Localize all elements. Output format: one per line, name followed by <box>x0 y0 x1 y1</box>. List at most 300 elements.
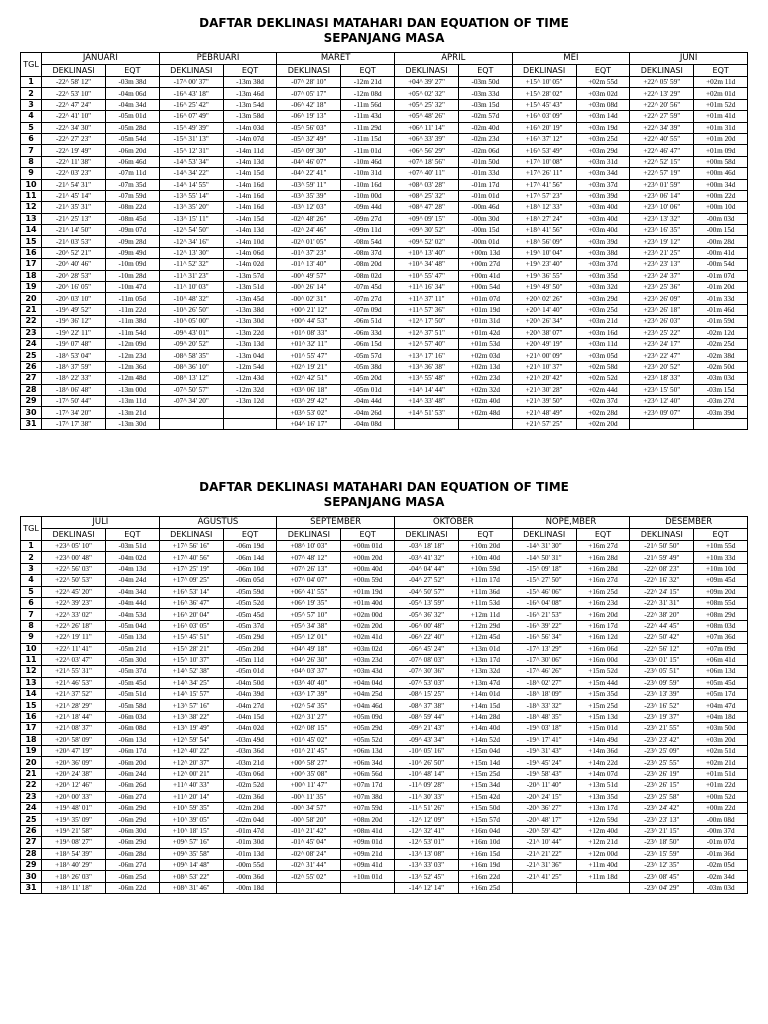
eqt-cell: +01m 52d <box>694 99 748 110</box>
declination-cell: -11^ 30' 33" <box>394 791 458 802</box>
month-header: SEPTEMBER <box>277 517 395 529</box>
eqt-cell: +02m 11d <box>694 77 748 88</box>
declination-cell: +04^ 03' 37" <box>277 666 341 677</box>
eqt-cell: -02m 04d <box>223 814 277 825</box>
declination-cell: +11^ 16' 34" <box>394 282 458 293</box>
declination-cell: +20^ 26' 34" <box>512 316 576 327</box>
section-title <box>0 480 768 510</box>
eqt-cell: +05m 45d <box>694 677 748 688</box>
table-row <box>21 814 748 825</box>
day-number: 19 <box>21 746 42 757</box>
table-row <box>21 168 748 179</box>
eqt-cell: +02m 44d <box>576 384 630 395</box>
day-number: 19 <box>21 282 42 293</box>
eqt-cell: +03m 31d <box>576 156 630 167</box>
eqt-cell: +03m 02d <box>576 88 630 99</box>
eqt-cell: +16m 25d <box>576 586 630 597</box>
declination-cell: -11^ 10' 03" <box>159 282 223 293</box>
eqt-cell: +03m 39d <box>576 236 630 247</box>
declination-cell: +17^ 10' 08" <box>512 156 576 167</box>
eqt-cell: +02m 03d <box>459 350 513 361</box>
eqt-cell: -05m 11d <box>223 654 277 665</box>
eqt-cell: +07m 38d <box>341 791 395 802</box>
day-number: 6 <box>21 597 42 608</box>
eqt-cell: -02m 40d <box>459 122 513 133</box>
declination-cell: -23^ 24' 42" <box>630 802 694 813</box>
eqt-cell: +14m 49d <box>576 734 630 745</box>
declination-cell: +22^ 26' 18" <box>42 620 106 631</box>
eqt-cell: +00m 13d <box>459 247 513 258</box>
eqt-cell: -06m 27d <box>106 791 160 802</box>
eqt-cell: +09m 41d <box>341 859 395 870</box>
eqt-cell: +16m 06d <box>576 643 630 654</box>
declination-cell: +19^ 35' 09" <box>42 814 106 825</box>
declination-cell: -23^ 08' 45" <box>630 871 694 882</box>
declination-cell: +16^ 03' 05" <box>159 620 223 631</box>
eqt-cell: -01m 59d <box>694 316 748 327</box>
eqt-cell: -14m 15d <box>223 213 277 224</box>
eqt-cell: +03m 05d <box>576 350 630 361</box>
declination-cell: -23^ 16' 52" <box>630 700 694 711</box>
declination-cell: +08^ 10' 03" <box>277 541 341 552</box>
declination-cell: -22^ 56' 12" <box>630 643 694 654</box>
eqt-cell: +16m 04d <box>459 825 513 836</box>
deklinasi-subheader: DEKLINASI <box>630 65 694 77</box>
eqt-cell: -12m 48d <box>106 373 160 384</box>
day-number: 24 <box>21 802 42 813</box>
day-number: 13 <box>21 213 42 224</box>
declination-cell: +23^ 12' 40" <box>630 395 694 406</box>
eqt-cell: +16m 15d <box>459 848 513 859</box>
eqt-cell: +01m 40d <box>341 597 395 608</box>
eqt-cell: +14m 01d <box>459 689 513 700</box>
declination-cell: +19^ 08' 27" <box>42 837 106 848</box>
day-number: 3 <box>21 99 42 110</box>
declination-cell: -13^ 35' 20" <box>159 202 223 213</box>
declination-cell: +17^ 40' 56" <box>159 552 223 563</box>
declination-cell: -21^ 03' 53" <box>42 236 106 247</box>
declination-cell: +21^ 08' 37" <box>42 723 106 734</box>
declination-cell: +15^ 28' 02" <box>512 88 576 99</box>
eqt-cell: -09m 11d <box>341 225 395 236</box>
eqt-cell: +03m 25d <box>576 304 630 315</box>
declination-cell: +02^ 31' 27" <box>277 711 341 722</box>
eqt-cell: -05m 21d <box>106 643 160 654</box>
eqt-cell <box>341 882 395 893</box>
day-number: 10 <box>21 179 42 190</box>
declination-cell: -08^ 59' 44" <box>394 711 458 722</box>
eqt-cell: -06m 51d <box>341 316 395 327</box>
eqt-cell: -06m 22d <box>106 882 160 893</box>
table-row <box>21 666 748 677</box>
eqt-cell: +02m 55d <box>576 77 630 88</box>
declination-cell: -22^ 03' 23" <box>42 168 106 179</box>
declination-cell: -04^ 04' 44" <box>394 563 458 574</box>
eqt-cell: -00m 18d <box>223 882 277 893</box>
eqt-cell: +00m 27d <box>459 259 513 270</box>
declination-cell: +19^ 10' 04" <box>512 247 576 258</box>
declination-cell: -02^ 01' 05" <box>277 236 341 247</box>
table-row <box>21 734 748 745</box>
declination-cell: +08^ 47' 28" <box>394 202 458 213</box>
eqt-cell: -06m 33d <box>341 327 395 338</box>
eqt-cell: -13m 04d <box>223 350 277 361</box>
eqt-cell: -02m 23d <box>459 133 513 144</box>
eqt-cell: +08m 03d <box>694 620 748 631</box>
eqt-cell: +02m 58d <box>576 361 630 372</box>
eqt-cell: +03m 19d <box>576 122 630 133</box>
declination-cell: -12^ 54' 50" <box>159 225 223 236</box>
eqt-cell: -06m 13d <box>106 734 160 745</box>
eqt-cell: -03m 39d <box>694 407 748 418</box>
eqt-cell: -02m 25d <box>694 338 748 349</box>
declination-cell: +17^ 57' 23" <box>512 190 576 201</box>
eqt-cell: +02m 40d <box>459 395 513 406</box>
declination-cell: -23^ 05' 51" <box>630 666 694 677</box>
eqt-cell: +15m 42d <box>459 791 513 802</box>
declination-cell <box>394 418 458 429</box>
eqt-cell: -05m 01d <box>341 384 395 395</box>
day-number: 20 <box>21 757 42 768</box>
eqt-subheader: EQT <box>459 65 513 77</box>
declination-cell: +22^ 33' 02" <box>42 609 106 620</box>
declination-cell: +23^ 06' 14" <box>630 190 694 201</box>
declination-cell: +08^ 03' 28" <box>394 179 458 190</box>
declination-cell: -02^ 31' 44" <box>277 859 341 870</box>
day-number: 26 <box>21 825 42 836</box>
declination-cell: -23^ 21' 55" <box>630 723 694 734</box>
eqt-cell: -06m 30d <box>106 825 160 836</box>
eqt-cell: -04m 44d <box>106 597 160 608</box>
declination-cell <box>159 418 223 429</box>
declination-cell: -08^ 36' 10" <box>159 361 223 372</box>
eqt-cell: -14m 15d <box>223 168 277 179</box>
eqt-cell: +16m 28d <box>576 563 630 574</box>
declination-cell: -23^ 25' 55" <box>630 757 694 768</box>
declination-cell: -22^ 16' 32" <box>630 575 694 586</box>
eqt-cell: -11m 29d <box>341 122 395 133</box>
day-number: 7 <box>21 609 42 620</box>
declination-cell: -09^ 43' 01" <box>159 327 223 338</box>
day-number: 18 <box>21 734 42 745</box>
eqt-cell: -13m 54d <box>223 99 277 110</box>
eqt-cell: -14m 03d <box>223 122 277 133</box>
declination-cell: +15^ 10' 37" <box>159 654 223 665</box>
declination-cell: +20^ 00' 33" <box>42 791 106 802</box>
table-row <box>21 156 748 167</box>
declination-cell: +13^ 19' 49" <box>159 723 223 734</box>
eqt-cell: +01m 53d <box>459 338 513 349</box>
declination-cell: +00^ 58' 27" <box>277 757 341 768</box>
declination-cell: +23^ 20' 52" <box>630 361 694 372</box>
declination-cell: -20^ 16' 05" <box>42 282 106 293</box>
declination-cell: +15^ 45' 51" <box>159 632 223 643</box>
eqt-cell: +02m 01d <box>694 88 748 99</box>
declination-cell: +04^ 39' 27" <box>394 77 458 88</box>
declination-cell: +19^ 21' 58" <box>42 825 106 836</box>
eqt-cell: +07m 17d <box>341 780 395 791</box>
declination-cell: -02^ 24' 46" <box>277 225 341 236</box>
declination-cell: +10^ 34' 48" <box>394 259 458 270</box>
eqt-cell: -00m 54d <box>694 259 748 270</box>
eqt-cell: +01m 31d <box>459 316 513 327</box>
table-row <box>21 395 748 406</box>
eqt-cell: -08m 54d <box>341 236 395 247</box>
declination-cell: -22^ 31' 31" <box>630 597 694 608</box>
declination-cell: -08^ 15' 25" <box>394 689 458 700</box>
declination-cell: +22^ 45' 20" <box>42 586 106 597</box>
eqt-cell: -02m 57d <box>459 111 513 122</box>
declination-cell: +23^ 10' 06" <box>630 202 694 213</box>
declination-cell: -23^ 26' 19" <box>630 768 694 779</box>
day-number: 3 <box>21 563 42 574</box>
declination-cell: +14^ 33' 48" <box>394 395 458 406</box>
eqt-cell: -01m 36d <box>694 848 748 859</box>
eqt-cell: +00m 22d <box>694 190 748 201</box>
declination-cell: -19^ 49' 52" <box>42 304 106 315</box>
declination-cell: -17^ 34' 20" <box>42 407 106 418</box>
declination-cell: -21^ 35' 31" <box>42 202 106 213</box>
eqt-cell: -05m 58d <box>106 700 160 711</box>
declination-cell: -20^ 52' 21" <box>42 247 106 258</box>
declination-cell: -20^ 59' 42" <box>512 825 576 836</box>
day-number: 22 <box>21 316 42 327</box>
eqt-cell: -08m 02d <box>341 270 395 281</box>
declination-cell: -19^ 17' 41" <box>512 734 576 745</box>
declination-cell: +22^ 05' 59" <box>630 77 694 88</box>
eqt-cell: +15m 52d <box>576 666 630 677</box>
eqt-cell: -05m 45d <box>223 609 277 620</box>
eqt-subheader: EQT <box>223 529 277 541</box>
eqt-cell: -03m 51d <box>106 541 160 552</box>
eqt-cell: -06m 46d <box>106 156 160 167</box>
eqt-cell: +01m 51d <box>694 768 748 779</box>
eqt-cell: -05m 51d <box>106 689 160 700</box>
eqt-cell: +15m 25d <box>459 768 513 779</box>
eqt-cell: -03m 03d <box>694 882 748 893</box>
day-number: 30 <box>21 871 42 882</box>
declination-cell: -17^ 17' 38" <box>42 418 106 429</box>
deklinasi-subheader: DEKLINASI <box>159 529 223 541</box>
eqt-cell: +13m 17d <box>459 654 513 665</box>
eqt-cell: -02m 20d <box>223 802 277 813</box>
eqt-cell: -02m 05d <box>694 859 748 870</box>
declination-cell: -20^ 36' 27" <box>512 802 576 813</box>
declination-cell: +18^ 27' 24" <box>512 213 576 224</box>
declination-cell: -16^ 43' 18" <box>159 88 223 99</box>
declination-cell: -06^ 22' 40" <box>394 632 458 643</box>
eqt-cell: -02m 50d <box>694 361 748 372</box>
declination-cell: +09^ 30' 52" <box>394 225 458 236</box>
eqt-cell: -06m 25d <box>106 871 160 882</box>
month-header: MEI <box>512 53 630 65</box>
declination-cell: -14^ 53' 34" <box>159 156 223 167</box>
declination-cell: +07^ 18' 56" <box>394 156 458 167</box>
declination-cell: +23^ 13' 32" <box>630 213 694 224</box>
declination-cell: -03^ 18' 18" <box>394 541 458 552</box>
declination-cell: +04^ 49' 18" <box>277 643 341 654</box>
day-number: 28 <box>21 848 42 859</box>
declination-cell: +20^ 14' 40" <box>512 304 576 315</box>
declination-cell: -10^ 05' 00" <box>159 316 223 327</box>
declination-cell: +02^ 08' 15" <box>277 723 341 734</box>
eqt-cell: -02m 34d <box>694 871 748 882</box>
eqt-cell: +03m 25d <box>576 133 630 144</box>
eqt-subheader: EQT <box>576 529 630 541</box>
eqt-cell: +00m 20d <box>341 552 395 563</box>
declination-cell: -11^ 52' 32" <box>159 259 223 270</box>
table-row <box>21 350 748 361</box>
eqt-cell: +06m 41d <box>694 654 748 665</box>
table-row <box>21 338 748 349</box>
eqt-subheader: EQT <box>106 65 160 77</box>
eqt-cell: -03m 49d <box>223 734 277 745</box>
declination-cell: -22^ 34' 30" <box>42 122 106 133</box>
declination-cell: +20^ 12' 46" <box>42 780 106 791</box>
eqt-cell: +13m 32d <box>459 666 513 677</box>
declination-cell: -23^ 21' 15" <box>630 825 694 836</box>
eqt-cell: -06m 28d <box>106 848 160 859</box>
declination-cell: +22^ 19' 11" <box>42 632 106 643</box>
declination-cell: -08^ 13' 12" <box>159 373 223 384</box>
eqt-cell: -04m 13d <box>106 563 160 574</box>
declination-cell: -00^ 26' 14" <box>277 282 341 293</box>
eqt-cell: -13m 11d <box>106 395 160 406</box>
declination-cell: -04^ 27' 52" <box>394 575 458 586</box>
eqt-cell: -05m 37d <box>106 666 160 677</box>
eqt-cell: -12m 21d <box>341 77 395 88</box>
declination-cell: -22^ 24' 15" <box>630 586 694 597</box>
declination-cell <box>630 418 694 429</box>
eqt-cell: +03m 38d <box>576 247 630 258</box>
eqt-cell: -00m 37d <box>694 825 748 836</box>
declination-cell: -23^ 23' 13" <box>630 814 694 825</box>
day-number: 21 <box>21 768 42 779</box>
eqt-cell: +09m 45d <box>694 575 748 586</box>
eqt-cell: -13m 30d <box>106 418 160 429</box>
eqt-cell: +02m 00d <box>341 609 395 620</box>
declination-cell: +16^ 53' 14" <box>159 586 223 597</box>
eqt-subheader: EQT <box>106 529 160 541</box>
title-line-2: SEPANJANG MASA <box>323 495 445 509</box>
declination-cell: +21^ 55' 31" <box>42 666 106 677</box>
table-row <box>21 586 748 597</box>
eqt-cell: +05m 17d <box>694 689 748 700</box>
table-row <box>21 597 748 608</box>
day-number: 9 <box>21 632 42 643</box>
day-number: 12 <box>21 666 42 677</box>
declination-cell: +09^ 57' 16" <box>159 837 223 848</box>
eqt-cell: +00m 52d <box>694 791 748 802</box>
eqt-cell: +07m 59d <box>341 802 395 813</box>
declination-cell: +22^ 39' 23" <box>42 597 106 608</box>
declination-cell: -13^ 13' 08" <box>394 848 458 859</box>
eqt-cell: +16m 22d <box>459 871 513 882</box>
eqt-cell: +11m 18d <box>576 871 630 882</box>
day-number: 5 <box>21 122 42 133</box>
eqt-cell: +01m 09d <box>694 145 748 156</box>
declination-cell: -16^ 21' 53" <box>512 609 576 620</box>
eqt-cell: -14m 16d <box>223 179 277 190</box>
declination-cell: +23^ 24' 17" <box>630 338 694 349</box>
eqt-cell: +16m 23d <box>576 597 630 608</box>
eqt-cell: +00m 22d <box>694 802 748 813</box>
eqt-cell: -03m 15d <box>694 384 748 395</box>
eqt-cell: +06m 56d <box>341 768 395 779</box>
eqt-subheader: EQT <box>341 529 395 541</box>
table-row <box>21 882 748 893</box>
eqt-cell: +05m 52d <box>341 734 395 745</box>
declination-cell: +01^ 32' 11" <box>277 338 341 349</box>
eqt-cell: -10m 47d <box>106 282 160 293</box>
month-header: NOPE,MBER <box>512 517 630 529</box>
eqt-cell: -07m 59d <box>106 190 160 201</box>
eqt-cell: -05m 13d <box>106 632 160 643</box>
declination-cell: +23^ 19' 12" <box>630 236 694 247</box>
day-number: 14 <box>21 689 42 700</box>
declination-cell: -16^ 04' 08" <box>512 597 576 608</box>
declination-cell: +19^ 23' 40" <box>512 259 576 270</box>
eqt-cell: -01m 46d <box>694 304 748 315</box>
eqt-cell: +15m 25d <box>576 700 630 711</box>
declination-cell: -21^ 25' 13" <box>42 213 106 224</box>
table-row <box>21 689 748 700</box>
declination-cell: +20^ 58' 09" <box>42 734 106 745</box>
table-row <box>21 179 748 190</box>
eqt-cell <box>576 882 630 893</box>
declination-cell: +14^ 14' 44" <box>394 384 458 395</box>
eqt-cell: -00m 55d <box>223 859 277 870</box>
eqt-cell: -00m 01d <box>459 236 513 247</box>
eqt-cell: -06m 27d <box>106 859 160 870</box>
eqt-cell: +03m 35d <box>576 270 630 281</box>
day-number: 28 <box>21 384 42 395</box>
eqt-cell: +03m 39d <box>576 190 630 201</box>
eqt-cell: +16m 27d <box>576 541 630 552</box>
table-row <box>21 236 748 247</box>
eqt-cell: -00m 46d <box>459 202 513 213</box>
declination-cell: -02^ 08' 24" <box>277 848 341 859</box>
eqt-cell: +14m 52d <box>459 734 513 745</box>
declination-cell: -22^ 50' 42" <box>630 632 694 643</box>
eqt-cell: -11m 01d <box>341 145 395 156</box>
eqt-cell: -00m 15d <box>694 225 748 236</box>
eqt-cell: -04m 15d <box>223 711 277 722</box>
declination-cell: +23^ 00' 48" <box>42 552 106 563</box>
deklinasi-subheader: DEKLINASI <box>394 65 458 77</box>
eqt-cell: -13m 21d <box>106 407 160 418</box>
declination-cell: -12^ 34' 16" <box>159 236 223 247</box>
declination-cell: +21^ 18' 44" <box>42 711 106 722</box>
eqt-cell: -04m 02d <box>223 723 277 734</box>
declination-cell: +21^ 37' 52" <box>42 689 106 700</box>
table-row <box>21 99 748 110</box>
eqt-cell: +12m 59d <box>576 814 630 825</box>
month-header: OKTOBER <box>394 517 512 529</box>
eqt-cell: -01m 13d <box>223 848 277 859</box>
declination-cell: -09^ 21' 43" <box>394 723 458 734</box>
declination-cell: -20^ 11' 40" <box>512 780 576 791</box>
declination-cell: -15^ 46' 06" <box>512 586 576 597</box>
eqt-cell: +03m 29d <box>576 145 630 156</box>
declination-cell: -09^ 43' 34" <box>394 734 458 745</box>
day-number: 25 <box>21 350 42 361</box>
declination-cell: +11^ 37' 11" <box>394 293 458 304</box>
declination-cell: -15^ 09' 18" <box>512 563 576 574</box>
declination-cell: +23^ 15' 50" <box>630 384 694 395</box>
declination-cell: -23^ 09' 59" <box>630 677 694 688</box>
eqt-cell: -09m 07d <box>106 225 160 236</box>
